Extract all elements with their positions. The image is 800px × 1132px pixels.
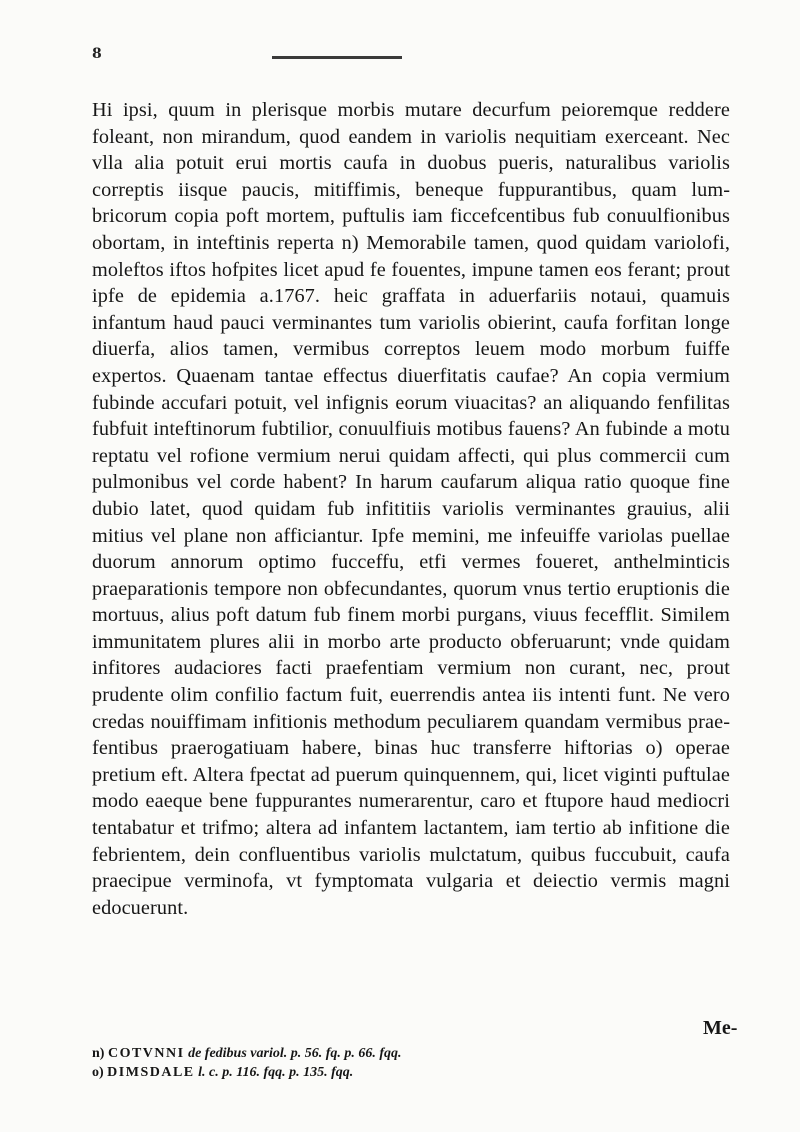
- footnote-reference: l. c. p. 116. fqq. p. 135. fqq.: [198, 1065, 354, 1080]
- footnote-author: DIMSDALE: [107, 1065, 195, 1080]
- footnote-reference: de fedibus variol. p. 56. fq. p. 66. fqq.: [188, 1046, 402, 1061]
- body-text: Hi ipsi, quum in plerisque morbis mutare decurfum peioremque reddere foleant, non mirandum, quod eandem in variolis nequitiam exerceant. Nec vlla alia potuit erui mortis caufa in duobus pueris, naturalibus variolis correptis iisque paucis, mitiffimis, beneque fuppurantibus, quam lumbricorum copia poft mortem, puftulis iam ficcefcentibus fub conuulfionibus obortam, in inteftinis reperta n) Memorabile tamen, quod quidam variolofi, moleftos iftos hofpites licet apud fe fouentes, impune tamen eos ferant; prout ipfe de epidemia a.1767. heic graffata in aduerfariis notaui, quamuis infantum haud pauci verminantes tum variolis obierint, caufa forfitan longe diuerfa, alios tamen, vermibus correptos leuem modo morbum fuiffe expertos. Quaenam tantae effectus diuerfitatis caufae? An copia vermium fubinde accufari potuit, vel infignis eorum viuacitas? an aliquando fenfilitas fubfuit inteftinorum fubtilior, conuulfiuis motibus fauens? An fubinde a motu reptatu vel rofione vermium nerui quidam affecti, qui plus commercii cum pulmonibus vel corde habent? In harum caufarum aliqua ratio quoque fine dubio latet, quod quidam fub infititiis variolis verminantes grauius, alii mitius vel plane non afficiantur. Ipfe memini, me infeuiffe variolas puellae duorum annorum optimo fucceffu, etfi vermes foueret, anthelminticis praeparationis tempore non obfecundantes, quorum vnus tertio eruptionis die mortuus, alius poft datum fub finem morbi purgans, viuus fecefflit. Similem immunitatem plures alii in morbo arte producto obferuarunt; vnde quidam infitores audaciores facti praefentiam vermium non curant, nec, prout prudente olim confilio factum fuit, euerrendis antea iis intenti funt. Ne vero credas nouiffimam infitionis methodum peculiarem quandam vermibus praefentibus praerogatiuam habere, binas huc transferre hiftorias o) operae pretium eft. Altera fpectat ad puerum quinquennem, qui, licet viginti puftulae modo eaeque bene fuppurantes numerarentur, caro et ftupore haud mediocri tentabatur et trifmo; altera ad infantem lactantem, iam tertio ab infitione die febrientem, dein confluentibus variolis mulctatum, quibus fuccubuit, caufa praecipue verminofa, vt fymptomata vulgaria et deiectio vermis magni edocuerunt.: [92, 99, 730, 919]
- catchword: Me-: [703, 1017, 738, 1039]
- page-number: 8: [92, 46, 102, 62]
- footnote-o: [92, 1063, 732, 1082]
- footnote-n: [92, 1044, 732, 1063]
- footnote-mark: n): [92, 1046, 105, 1061]
- footnote-author: COTVNNI: [107, 1046, 185, 1061]
- footnotes: [92, 1044, 732, 1082]
- footnote-mark: o): [92, 1065, 104, 1080]
- header-rule: [272, 56, 402, 59]
